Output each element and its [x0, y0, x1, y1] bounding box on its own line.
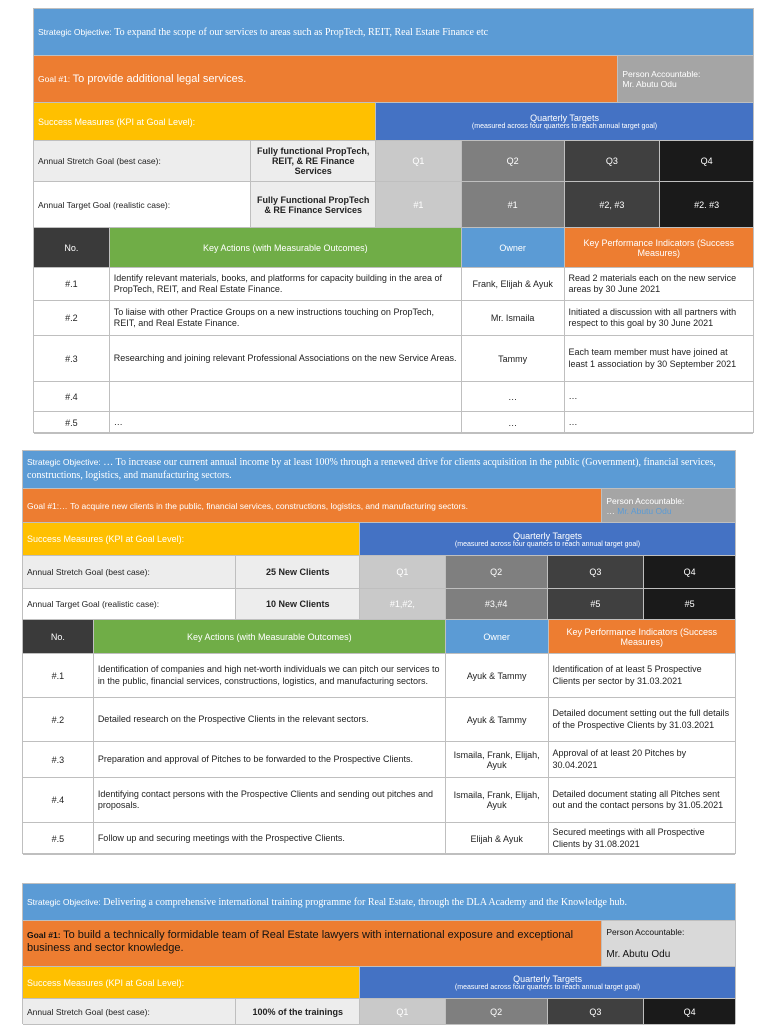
row-action: Researching and joining relevant Professional Associations on the new Service Areas. [110, 336, 462, 382]
stretch-q3: Q3 [565, 141, 661, 182]
section-3 [22, 883, 736, 1024]
stretch-q1: Q1 [376, 141, 462, 182]
header-owner: Owner [446, 620, 549, 654]
goal-label: Goal #1: [27, 930, 61, 940]
row-no: #.2 [34, 301, 110, 336]
person-accountable-label: Person Accountable: [606, 495, 685, 506]
row-kpi: Identification of at least 5 Prospective Clients per sector by 31.03.2021 [549, 654, 735, 698]
stretch-goal-label: Annual Stretch Goal (best case): [23, 556, 236, 589]
strategic-objective-label: Strategic Objective: [27, 897, 101, 907]
strategic-objective-text: To expand the scope of our services to areas such as PropTech, REIT, Real Estate Finance etc [114, 26, 489, 38]
section-1 [33, 8, 754, 433]
quarterly-targets-subtitle: (measured across four quarters to reach annual target goal) [471, 123, 658, 130]
row-action: To liaise with other Practice Groups on a new instructions touching on PropTech, REIT, and Real Estate Finance. [110, 301, 462, 336]
goal-text: To build a technically formidable team of Real Estate lawyers with international exposure and exceptional business and sector knowledge. [27, 929, 574, 955]
row-kpi: Each team member must have joined at least 1 association by 30 September 2021 [565, 336, 753, 382]
row-kpi: Secured meetings with all Prospective Clients by 31.08.2021 [549, 823, 735, 855]
row-action: Identify relevant materials, books, and platforms for capacity building in the area of PropTech, REIT, and Real Estate Finance. [110, 268, 462, 301]
header-kpi: Key Performance Indicators (Success Measures) [549, 620, 735, 654]
person-accountable [618, 56, 753, 103]
target-q2: #1 [462, 182, 565, 228]
row-no: #.3 [34, 336, 110, 382]
row-no: #.5 [23, 823, 94, 855]
stretch-goal-value: Fully functional PropTech, REIT, & RE Finance Services [251, 141, 376, 182]
row-owner: Ismaila, Frank, Elijah, Ayuk [446, 778, 549, 823]
person-accountable-name: Mr. Abutu Odu [622, 79, 677, 89]
stretch-goal-value: 100% of the trainings [236, 999, 360, 1025]
table-row [23, 698, 735, 742]
strategic-objective-text: Delivering a comprehensive international training programme for Real Estate, through the DLA Academy and the Knowledge hub. [103, 896, 627, 908]
quarterly-targets-title: Quarterly Targets [513, 974, 582, 984]
stretch-goal-label: Annual Stretch Goal (best case): [23, 999, 236, 1025]
person-accountable-name: Mr. Abutu Odu [606, 949, 671, 960]
stretch-goal-label: Annual Stretch Goal (best case): [34, 141, 251, 182]
row-owner: … [462, 382, 565, 412]
success-measures-label: Success Measures (KPI at Goal Level): [23, 967, 360, 999]
quarterly-targets [360, 967, 735, 999]
goal-label: Goal #1: [38, 74, 71, 84]
person-accountable-prefix: … [606, 505, 615, 516]
row-action: Detailed research on the Prospective Clients in the relevant sectors. [94, 698, 446, 742]
row-no: #.1 [23, 654, 94, 698]
row-kpi: Approval of at least 20 Pitches by 30.04.2021 [549, 742, 735, 778]
stretch-q2: Q2 [446, 999, 548, 1025]
person-accountable-label: Person Accountable: [606, 927, 685, 937]
quarterly-targets [376, 103, 753, 141]
target-q3: #2, #3 [565, 182, 661, 228]
stretch-goal-value: 25 New Clients [236, 556, 360, 589]
section-2 [22, 450, 736, 854]
header-owner: Owner [462, 228, 565, 268]
stretch-q1: Q1 [360, 556, 446, 589]
target-q1: #1,#2, [360, 589, 446, 620]
target-q3: #5 [548, 589, 645, 620]
person-accountable-name: Mr. Abutu Odu [617, 505, 672, 516]
person-accountable [602, 921, 735, 967]
quarterly-targets [360, 523, 735, 556]
row-owner: Ayuk & Tammy [446, 698, 549, 742]
header-kpi: Key Performance Indicators (Success Measures) [565, 228, 753, 268]
table-row [23, 654, 735, 698]
row-action: … [110, 412, 462, 434]
success-measures-label: Success Measures (KPI at Goal Level): [23, 523, 360, 556]
row-kpi: Read 2 materials each on the new service areas by 30 June 2021 [565, 268, 753, 301]
table-row [34, 412, 753, 434]
table-row [23, 778, 735, 823]
stretch-q4: Q4 [660, 141, 753, 182]
header-no: No. [23, 620, 94, 654]
strategic-objective-label: Strategic Objective: [38, 27, 112, 37]
stretch-q4: Q4 [644, 556, 735, 589]
goal [23, 921, 602, 967]
row-no: #.4 [23, 778, 94, 823]
row-kpi: Initiated a discussion with all partners with respect to this goal by 30 June 2021 [565, 301, 753, 336]
target-q2: #3,#4 [446, 589, 548, 620]
target-q1: #1 [376, 182, 462, 228]
target-goal-label: Annual Target Goal (realistic case): [34, 182, 251, 228]
stretch-q2: Q2 [462, 141, 565, 182]
person-accountable [602, 489, 735, 523]
target-goal-value: Fully Functional PropTech & RE Finance Services [251, 182, 376, 228]
strategic-objective [23, 884, 735, 921]
goal-label: Goal #1:… [27, 500, 68, 511]
stretch-q3: Q3 [548, 556, 645, 589]
row-owner: Elijah & Ayuk [446, 823, 549, 855]
target-q4: #2. #3 [660, 182, 753, 228]
stretch-q1: Q1 [360, 999, 446, 1025]
stretch-q2: Q2 [446, 556, 548, 589]
table-row [34, 301, 753, 336]
row-owner: Frank, Elijah & Ayuk [462, 268, 565, 301]
quarterly-targets-title: Quarterly Targets [530, 113, 599, 123]
goal-text: To provide additional legal services. [72, 73, 247, 85]
row-owner: Ayuk & Tammy [446, 654, 549, 698]
row-kpi: Detailed document setting out the full details of the Prospective Clients by 31.03.2021 [549, 698, 735, 742]
goal-text: To acquire new clients in the public, financial services, constructions, logistics, and manufacturing sectors. [70, 500, 468, 511]
strategic-objective [23, 451, 735, 489]
target-goal-value: 10 New Clients [236, 589, 360, 620]
row-action: Preparation and approval of Pitches to be forwarded to the Prospective Clients. [94, 742, 446, 778]
row-owner: Tammy [462, 336, 565, 382]
goal [23, 489, 602, 523]
row-no: #.1 [34, 268, 110, 301]
header-actions: Key Actions (with Measurable Outcomes) [110, 228, 462, 268]
stretch-q3: Q3 [548, 999, 645, 1025]
row-action: Identification of companies and high net-worth individuals we can pitch our services to in the public, financial services, constructions, logistics, and manufacturing sectors. [94, 654, 446, 698]
row-owner: … [462, 412, 565, 434]
quarterly-targets-subtitle: (measured across four quarters to reach annual target goal) [454, 540, 641, 548]
row-kpi: … [565, 382, 753, 412]
row-no: #.4 [34, 382, 110, 412]
target-q4: #5 [644, 589, 735, 620]
success-measures-label: Success Measures (KPI at Goal Level): [34, 103, 376, 141]
table-row [34, 382, 753, 412]
table-row [23, 742, 735, 778]
row-kpi: Detailed document stating all Pitches sent out and the contact persons by 31.05.2021 [549, 778, 735, 823]
goal [34, 56, 618, 103]
quarterly-targets-title: Quarterly Targets [513, 530, 582, 541]
row-action [110, 382, 462, 412]
row-action: Identifying contact persons with the Prospective Clients and sending out pitches and proposals. [94, 778, 446, 823]
strategic-objective-label: Strategic Objective: [27, 457, 101, 467]
target-goal-label: Annual Target Goal (realistic case): [23, 589, 236, 620]
row-no: #.3 [23, 742, 94, 778]
row-action: Follow up and securing meetings with the Prospective Clients. [94, 823, 446, 855]
header-actions: Key Actions (with Measurable Outcomes) [94, 620, 446, 654]
row-kpi: … [565, 412, 753, 434]
table-row [23, 823, 735, 855]
strategic-objective-text: … To increase our current annual income by at least 100% through a renewed drive for clients acquisition in the public (Government), financial services, constructions, logistics, and manufacturing sectors. [27, 457, 716, 481]
person-accountable-label: Person Accountable: [622, 69, 701, 79]
header-no: No. [34, 228, 110, 268]
strategic-objective [34, 9, 753, 56]
row-no: #.5 [34, 412, 110, 434]
row-owner: Mr. Ismaila [462, 301, 565, 336]
stretch-q4: Q4 [644, 999, 735, 1025]
quarterly-targets-subtitle: (measured across four quarters to reach annual target goal) [454, 984, 641, 991]
row-owner: Ismaila, Frank, Elijah, Ayuk [446, 742, 549, 778]
row-no: #.2 [23, 698, 94, 742]
table-row [34, 268, 753, 301]
table-row [34, 336, 753, 382]
